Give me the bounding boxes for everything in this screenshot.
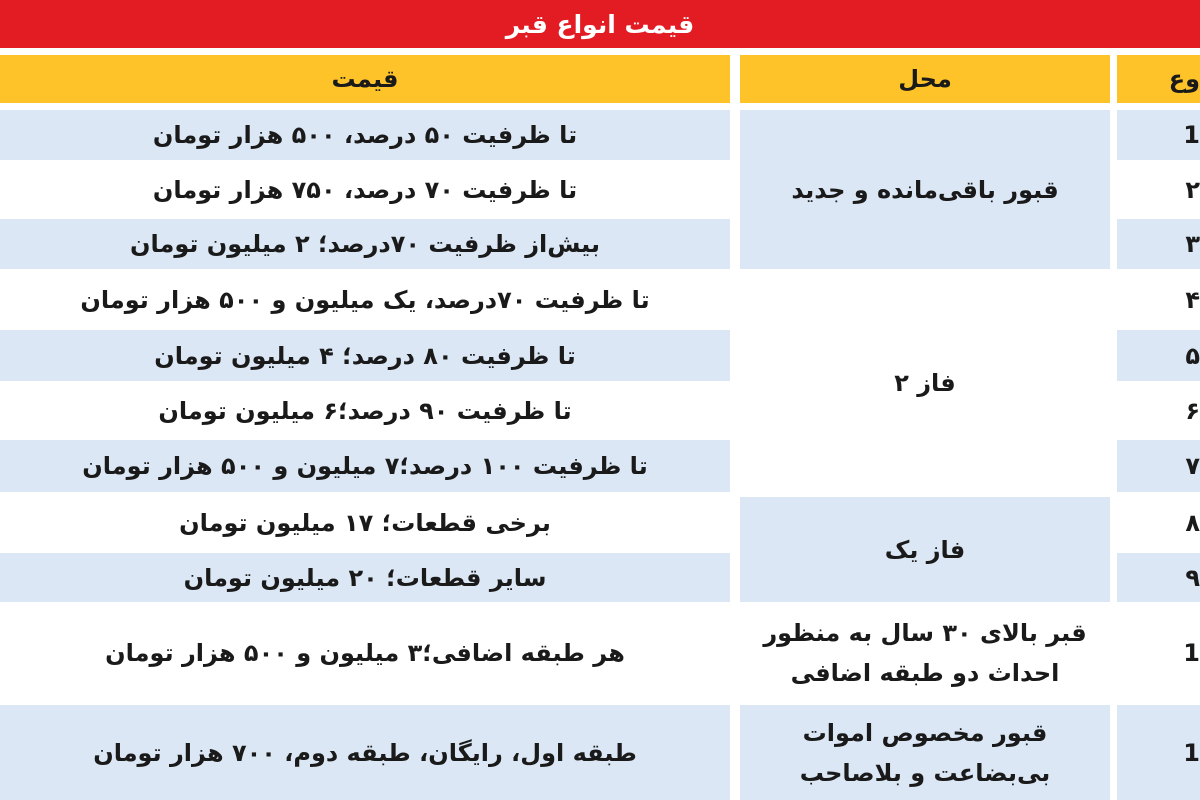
row-number: ۹	[1117, 553, 1200, 602]
header-price: قیمت	[0, 55, 730, 103]
row-number: ۴	[1117, 274, 1200, 326]
price-cell: برخی قطعات؛ ۱۷ میلیون تومان	[0, 497, 730, 549]
price-cell: هر طبقه اضافی؛۳ میلیون و ۵۰۰ هزار تومان	[0, 606, 730, 700]
location-cell: قبور مخصوص اموات بی‌بضاعت و بلاصاحب	[740, 705, 1110, 800]
row-number: ۷	[1117, 440, 1200, 492]
location-cell: قبر بالای ۳۰ سال به منظور احداث دو طبقه اضافی	[740, 606, 1110, 700]
price-cell: تا ظرفیت ۱۰۰ درصد؛۷ میلیون و ۵۰۰ هزار تومان	[0, 440, 730, 492]
row-number: ۸	[1117, 497, 1200, 549]
row-number: ۶	[1117, 385, 1200, 436]
row-number: 1	[1117, 606, 1200, 700]
row-number: 1	[1117, 705, 1200, 800]
row-number: ۳	[1117, 219, 1200, 269]
location-cell: فاز یک	[740, 497, 1110, 602]
price-cell: تا ظرفیت ۹۰ درصد؛۶ میلیون تومان	[0, 385, 730, 436]
header-type: وع	[1117, 55, 1200, 103]
price-cell: تا ظرفیت ۵۰ درصد، ۵۰۰ هزار تومان	[0, 110, 730, 160]
row-number: 1	[1117, 110, 1200, 160]
price-cell: تا ظرفیت ۷۰درصد، یک میلیون و ۵۰۰ هزار تومان	[0, 274, 730, 326]
table-title: قیمت انواع قبر	[0, 0, 1200, 48]
price-cell: طبقه اول، رایگان، طبقه دوم، ۷۰۰ هزار تومان	[0, 705, 730, 800]
header-location: محل	[740, 55, 1110, 103]
location-cell: قبور باقی‌مانده و جدید	[740, 110, 1110, 269]
row-number: ۲	[1117, 164, 1200, 215]
price-cell: بیش‌از ظرفیت ۷۰درصد؛ ۲ میلیون تومان	[0, 219, 730, 269]
price-cell: سایر قطعات؛ ۲۰ میلیون تومان	[0, 553, 730, 602]
price-cell: تا ظرفیت ۷۰ درصد، ۷۵۰ هزار تومان	[0, 164, 730, 215]
price-cell: تا ظرفیت ۸۰ درصد؛ ۴ میلیون تومان	[0, 330, 730, 381]
location-cell: فاز ۲	[740, 274, 1110, 492]
row-number: ۵	[1117, 330, 1200, 381]
